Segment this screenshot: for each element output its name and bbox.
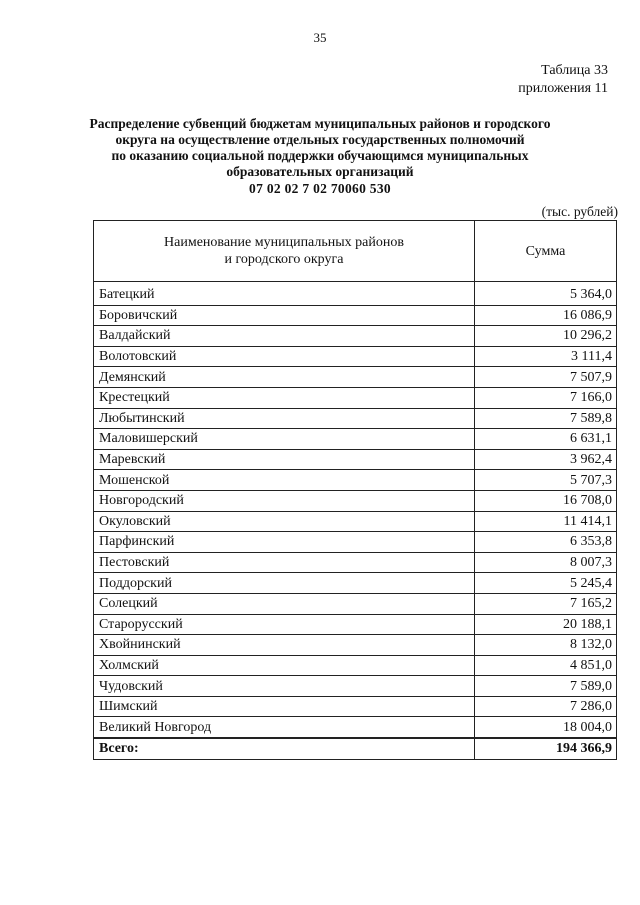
table-row	[94, 449, 617, 470]
district-name: Крестецкий	[94, 387, 475, 408]
appendix-reference	[518, 62, 608, 98]
district-amount: 6 631,1	[475, 429, 617, 450]
district-name: Боровичский	[94, 305, 475, 326]
document-title	[60, 116, 580, 197]
district-amount: 7 589,8	[475, 408, 617, 429]
table-row	[94, 305, 617, 326]
table-row	[94, 676, 617, 697]
district-name: Маловишерский	[94, 429, 475, 450]
district-name: Старорусский	[94, 614, 475, 635]
district-amount: 5 364,0	[475, 282, 617, 306]
district-amount: 7 165,2	[475, 593, 617, 614]
district-amount: 18 004,0	[475, 717, 617, 738]
table-row	[94, 326, 617, 347]
table-row	[94, 635, 617, 656]
budget-classification-code: 07 02 02 7 02 70060 530	[249, 181, 391, 196]
table-row	[94, 282, 617, 306]
district-name: Холмский	[94, 655, 475, 676]
appendix-label: приложения 11	[518, 81, 608, 96]
table-row	[94, 717, 617, 738]
district-amount: 6 353,8	[475, 532, 617, 553]
district-amount: 7 286,0	[475, 696, 617, 717]
table-row	[94, 573, 617, 594]
district-name: Чудовский	[94, 676, 475, 697]
table-row	[94, 408, 617, 429]
district-amount: 5 245,4	[475, 573, 617, 594]
district-name: Маревский	[94, 449, 475, 470]
district-amount: 8 007,3	[475, 552, 617, 573]
district-name: Демянский	[94, 367, 475, 388]
district-amount: 4 851,0	[475, 655, 617, 676]
header-amount: Сумма	[475, 221, 617, 282]
district-amount: 7 166,0	[475, 387, 617, 408]
district-name: Новгородский	[94, 490, 475, 511]
table-row	[94, 511, 617, 532]
district-name: Солецкий	[94, 593, 475, 614]
title-line-4: образовательных организаций	[226, 164, 414, 179]
table-row	[94, 367, 617, 388]
district-name: Волотовский	[94, 346, 475, 367]
district-name: Поддорский	[94, 573, 475, 594]
district-name: Хвойнинский	[94, 635, 475, 656]
district-name: Пестовский	[94, 552, 475, 573]
district-amount: 16 086,9	[475, 305, 617, 326]
header-name-line-1: Наименование муниципальных районов	[164, 235, 404, 250]
header-name-line-2: и городского округа	[224, 252, 344, 267]
table-row	[94, 655, 617, 676]
title-line-3: по оказанию социальной поддержки обучающимся муниципальных	[111, 148, 529, 163]
table-row	[94, 470, 617, 491]
district-amount: 7 507,9	[475, 367, 617, 388]
district-name: Окуловский	[94, 511, 475, 532]
district-name: Валдайский	[94, 326, 475, 347]
district-name: Парфинский	[94, 532, 475, 553]
district-name: Мошенской	[94, 470, 475, 491]
page-number: 35	[313, 30, 327, 45]
table-row	[94, 429, 617, 450]
table-row	[94, 552, 617, 573]
district-amount: 8 132,0	[475, 635, 617, 656]
table-row	[94, 490, 617, 511]
district-amount: 10 296,2	[475, 326, 617, 347]
total-label: Всего:	[94, 738, 475, 759]
district-amount: 20 188,1	[475, 614, 617, 635]
title-line-1: Распределение субвенций бюджетам муниципальных районов и городского	[89, 116, 551, 131]
title-line-2: округа на осуществление отдельных государственных полномочий	[115, 132, 525, 147]
subvention-table	[93, 220, 617, 760]
table-label: Таблица 33	[541, 63, 608, 78]
district-amount: 3 962,4	[475, 449, 617, 470]
header-district-name	[94, 221, 475, 282]
district-name: Великий Новгород	[94, 717, 475, 738]
district-amount: 16 708,0	[475, 490, 617, 511]
district-amount: 11 414,1	[475, 511, 617, 532]
table-row	[94, 614, 617, 635]
district-name: Шимский	[94, 696, 475, 717]
table-body	[94, 282, 617, 739]
table-row	[94, 387, 617, 408]
district-amount: 3 111,4	[475, 346, 617, 367]
units-label: (тыс. рублей)	[541, 204, 618, 219]
district-name: Батецкий	[94, 282, 475, 306]
table-row	[94, 532, 617, 553]
table-row	[94, 696, 617, 717]
total-row	[94, 738, 617, 759]
district-name: Любытинский	[94, 408, 475, 429]
table-row	[94, 593, 617, 614]
district-amount: 7 589,0	[475, 676, 617, 697]
district-amount: 5 707,3	[475, 470, 617, 491]
table-row	[94, 346, 617, 367]
total-amount: 194 366,9	[475, 738, 617, 759]
table-header-row	[94, 221, 617, 282]
